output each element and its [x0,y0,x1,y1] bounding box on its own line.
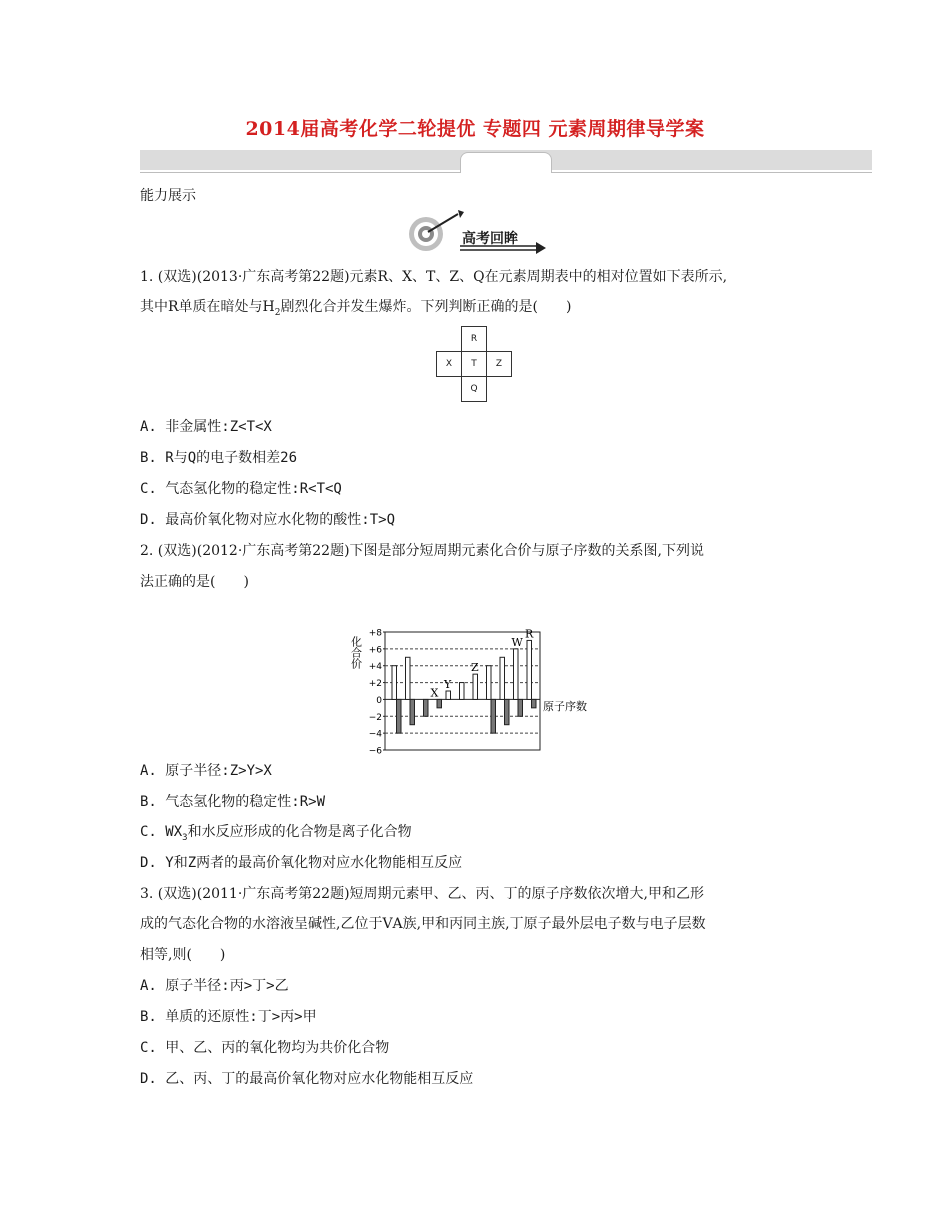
q1-option-d: D. 最高价氧化物对应水化物的酸性:T>Q [140,512,396,528]
y-tick-label: −6 [368,746,382,756]
q2-option-c: C. $WX_3$和水反应形成的化合物是离子化合物 [140,824,412,843]
q2-line2: 法正确的是( ) [140,574,249,590]
positive-valence-bar [527,640,532,699]
cell-q: Q [462,377,487,402]
y-tick-label: −2 [368,712,382,723]
negative-valence-bar [424,699,429,716]
negative-valence-bar [491,699,496,733]
negative-valence-bar [437,699,442,707]
positive-valence-bar [460,683,465,700]
q3-option-d: D. 乙、丙、丁的最高价氧化物对应水化物能相互反应 [140,1071,474,1087]
cell-x: X [437,352,462,377]
point-label: W [511,635,523,649]
y-tick-label: +2 [368,679,382,690]
negative-valence-bar [532,699,537,707]
positive-valence-bar [514,649,519,700]
point-label: Z [471,661,479,675]
q3-line1: 3. (双选)(2011·广东高考第22题)短周期元素甲、乙、丙、丁的原子序数依次增大,甲和乙形 [140,886,704,902]
q3-line2: 成的气态化合物的水溶液呈碱性,乙位于ⅤA族,甲和丙同主族,丁原子最外层电子数与电子层数 [140,916,706,932]
cell-t: T [462,352,487,377]
cell-z: Z [487,352,512,377]
negative-valence-bar [505,699,510,724]
y-tick-label: −4 [368,729,382,740]
negative-valence-bar [397,699,402,733]
section-heading: 能力展示 [140,188,196,204]
point-label: X [430,686,439,700]
q1-option-b: B. R与Q的电子数相差26 [140,450,298,466]
q2-option-a: A. 原子半径:Z>Y>X [140,763,272,779]
q1-option-a: A. 非金属性:Z<T<X [140,419,272,435]
q3-option-b: B. 单质的还原性:丁>丙>甲 [140,1009,317,1025]
negative-valence-bar [518,699,523,716]
q1-line2: 其中R单质在暗处与$H_2$剧烈化合并发生爆炸。下列判断正确的是( ) [140,299,572,318]
x-axis-label: 原子序数 [543,700,587,713]
positive-valence-bar [487,666,492,700]
positive-valence-bar [500,657,505,699]
q1-option-c: C. 气态氢化物的稳定性:R<T<Q [140,481,342,497]
y-axis-label: 化合价 [350,636,363,669]
q2-option-b: B. 气态氢化物的稳定性:R>W [140,794,326,810]
positive-valence-bar [406,657,411,699]
positive-valence-bar [473,674,478,699]
page-title: 2014届高考化学二轮提优 专题四 元素周期律导学案 [245,118,705,140]
y-tick-label: 0 [376,695,382,706]
negative-valence-bar [410,699,415,724]
point-label: Y [444,678,452,691]
y-tick-label: +6 [368,645,382,656]
q1-position-table [436,326,512,402]
q3-option-a: A. 原子半径:丙>丁>乙 [140,978,289,994]
cell-r: R [462,327,487,352]
q1-line1: 1. (双选)(2013·广东高考第22题)元素R、X、T、Z、Q在元素周期表中的相对位置如下表所示, [140,269,728,285]
badge-label: 高考回眸 [462,231,518,247]
positive-valence-bar [392,666,397,700]
q3-line3: 相等,则( ) [140,947,226,963]
q2-line1: 2. (双选)(2012·广东高考第22题)下图是部分短周期元素化合价与原子序数的关系图,下列说 [140,543,704,559]
point-label: R [525,627,534,641]
q2-option-d: D. Y和Z两者的最高价氧化物对应水化物能相互反应 [140,855,463,871]
y-tick-label: +8 [368,628,382,639]
valence-chart [350,624,610,756]
q3-option-c: C. 甲、乙、丙的氧化物均为共价化合物 [140,1040,390,1056]
header-tab [460,152,552,173]
positive-valence-bar [446,691,451,699]
badge [400,208,550,256]
y-tick-label: +4 [368,662,382,673]
